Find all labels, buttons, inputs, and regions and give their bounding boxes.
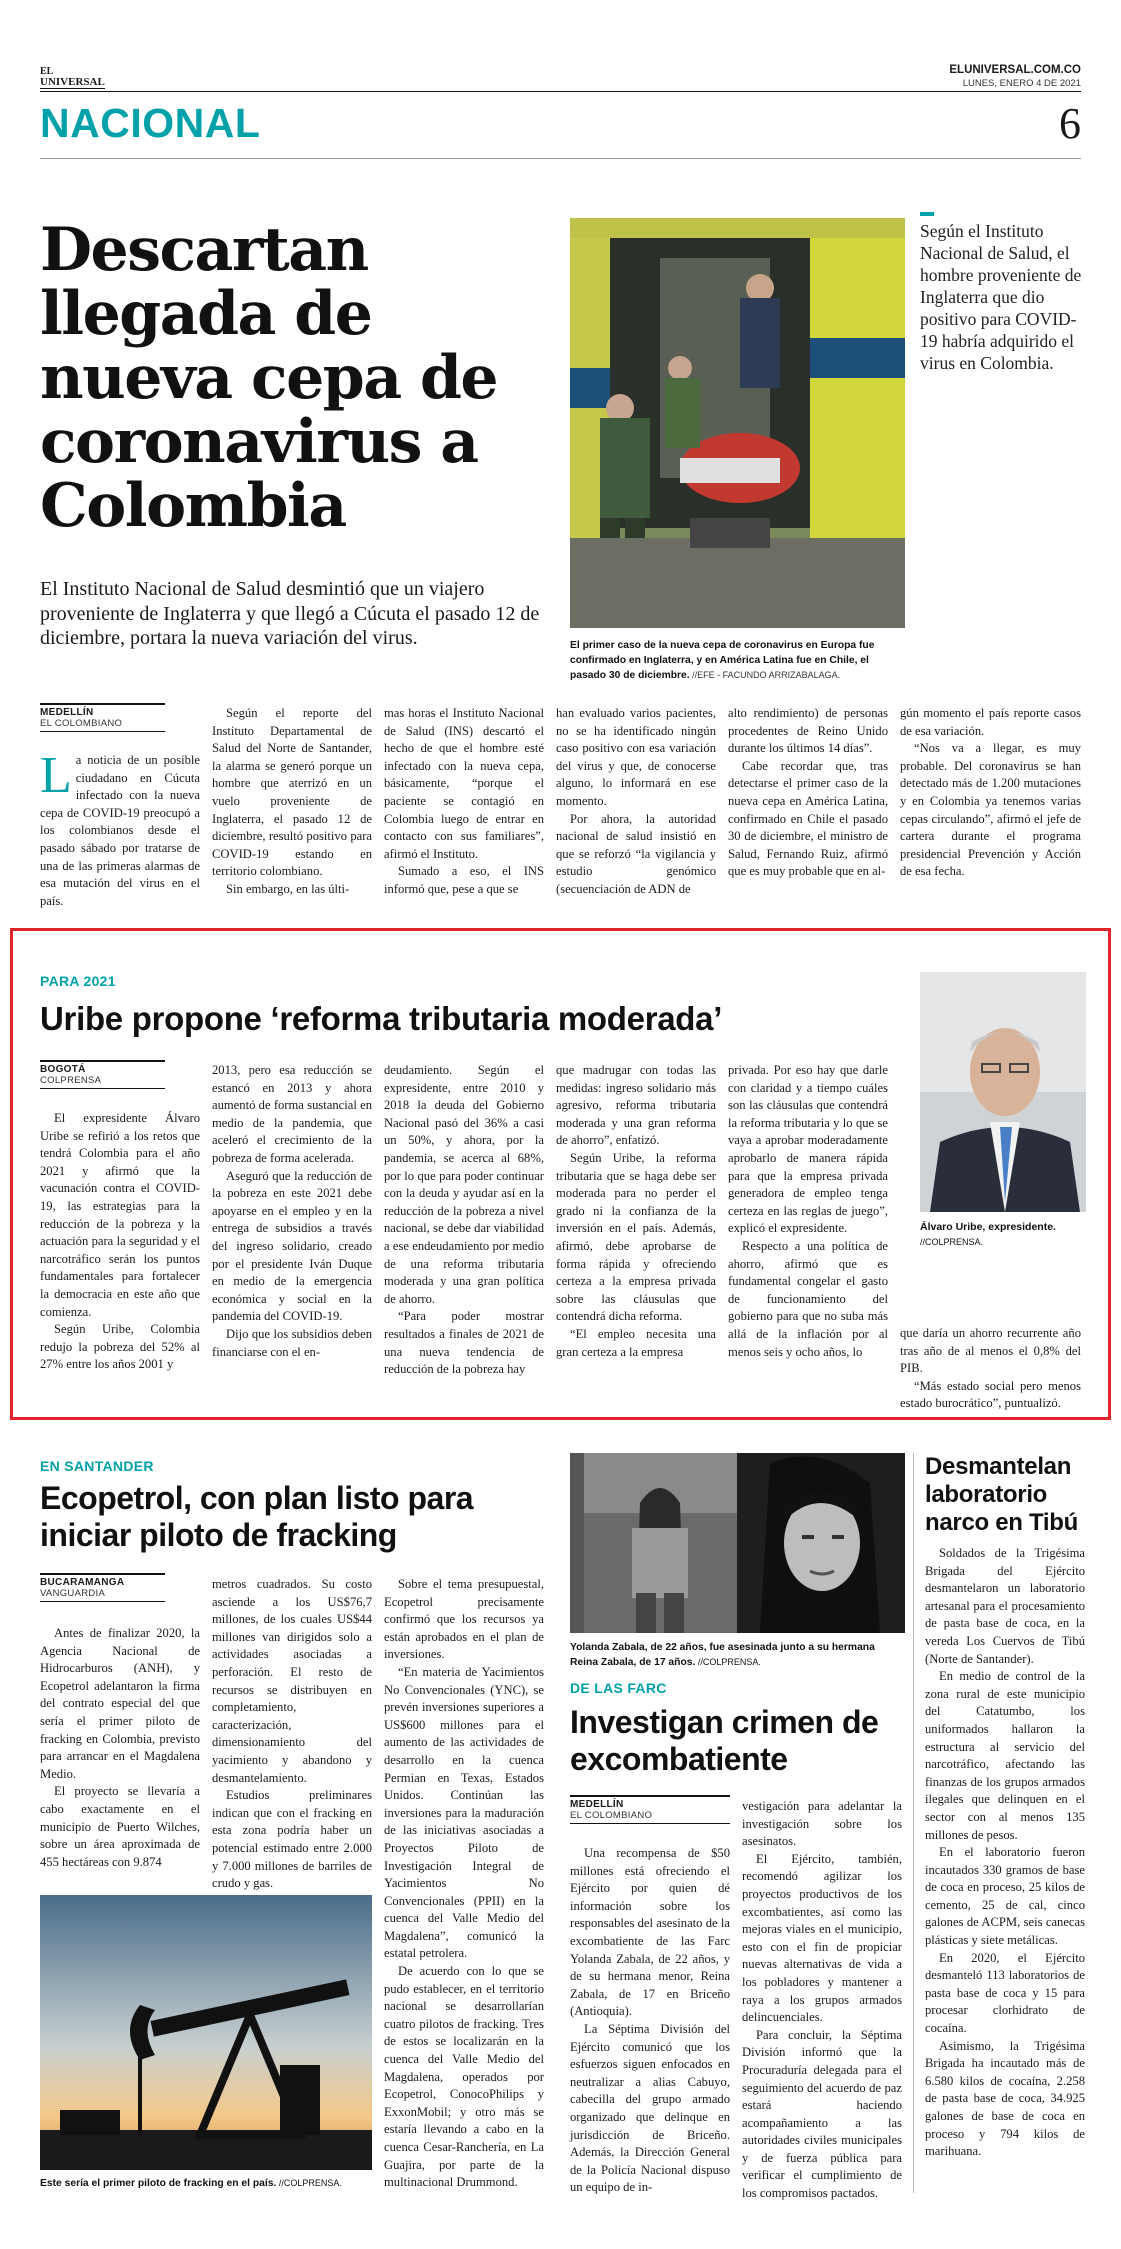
ecopetrol-byline-source: VANGUARDIA: [40, 1588, 106, 1599]
pumpjack-illustration: [40, 1895, 372, 2170]
tibu-body: [925, 1545, 1085, 2161]
ecopetrol-col-2: [212, 1576, 372, 1893]
logo-line2: UNIVERSAL: [40, 76, 105, 88]
uribe-photo: [920, 972, 1086, 1212]
main-col-1-para: [40, 747, 200, 910]
tibu-para-5: Asimismo, la Trigésima Brigada ha incautado más de 6.580 kilos de cocaína, 2.258 de pasta base de coca, 34.925 galones de base de coca en proceso y 794 kilos de marihuana.: [925, 2038, 1085, 2159]
ecopetrol-headline: Ecopetrol, con plan listo para iniciar piloto de fracking: [40, 1480, 474, 1553]
tibu-para-1: Soldados de la Trigésima Brigada del Ejército desmantelaron un laboratorio artesanal para el procesamiento de pasta base de coca, en la vereda Los Cuervos de Tibú (Norte de Santander).: [925, 1546, 1085, 1666]
uribe-col-4-para-b: Según Uribe, la reforma tributaria que se haga debe ser moderada para no perder el grado ni la confianza de la inversión en el país. Además, afirmó, debe aprobarse de forma rápida y ofreciendo certeza a la empresa privada sobre las cláusulas que contendrá dicha reforma.: [556, 1150, 716, 1324]
fracking-caption-text: Este sería el primer piloto de fracking en el país.: [40, 2178, 277, 2189]
main-byline: [40, 703, 165, 732]
ecopetrol-col-2-para-b: Estudios preliminares indican que con el fracking en esta zona podría haber un potencial estimado entre 2.000 y 7.000 millones de barriles de crudo y gas.: [212, 1788, 372, 1891]
ecopetrol-col-3-para: Sobre el tema presupuestal, Ecopetrol precisamente confirmó que los recursos ya están aprobados en el plan de inversiones.: [384, 1577, 544, 1662]
ambulance-photo-credit: //EFE - FACUNDO ARRIZABALAGA.: [689, 670, 841, 680]
main-col-1: [40, 747, 200, 910]
farc-col-2-para-b: El Ejército, también, recomendó agilizar los proyectos productivos de los excombatientes, así como las mejoras viales en el municipio, esto con el fin de propiciar nuevas alternativas de vida a los pobladores y mantener a raya a los grupos armados delincuenciales.: [742, 1851, 902, 2025]
ambulance-caption-text: El primer caso de la nueva cepa de coronavirus en Europa fue confirmado en Inglaterra, y en América Latina fue en Chile, el pasado 30 de diciembre.: [570, 640, 875, 681]
farc-col-1-para-b: La Séptima División del Ejército comunicó que los esfuerzos siguen enfocados en neutralizar a alias Cabuyo, cabecilla del grupo armado organizado que delinque en jurisdicción de Briceño. Además, la Dirección General de la Policía Nacional dispuso un equipo de in-: [570, 2021, 730, 2195]
farc-col-1-para: Una recompensa de $50 millones está ofreciendo el Ejército por quien dé información sobre los responsables del asesinato de la excombatiente de las Farc Yolanda Zabala, de 22 años, y de su hermana menor, Reina Zabala, de 17 en Briceño (Antioquia).: [570, 1846, 730, 2019]
uribe-headline: Uribe propone ‘reforma tributaria moderada’: [40, 1000, 723, 1037]
uribe-col-2-para-c: Dijo que los subsidios deben financiarse con el en-: [212, 1326, 372, 1359]
uribe-col-5: [728, 1062, 888, 1361]
uribe-col-2-para-b: Aseguró que la reducción de la pobreza en este 2021 debe apoyarse en el empleo y en la entrega de subsidios a través del ingreso solidario, creado por el presidente Iván Duque en medio de la emergencia económica y social en la pandemia del COVID-19.: [212, 1168, 372, 1324]
ecopetrol-col-1: [40, 1625, 200, 1871]
tibu-para-2: En medio de control de la zona rural de este municipio del Catatumbo, los uniformados hallaron la estructura al servicio del narcotráfico, afectando las finanzas de los grupos armados ilegales que delinquen en el sector con al menos 135 millones de pesos.: [925, 1669, 1085, 1842]
tibu-para-4: En 2020, el Ejército desmanteló 113 laboratorios de pasta base de coca y 15 para procesar clorhidrato de cocaína.: [925, 1950, 1085, 2036]
uribe-col-6-para-b: “Más estado social pero menos estado burocrático”, puntualizó.: [900, 1378, 1081, 1411]
masthead: [40, 62, 1081, 152]
uribe-photo-caption-text: Álvaro Uribe, expresidente.: [920, 1221, 1056, 1233]
ecopetrol-kicker: EN SANTANDER: [40, 1458, 154, 1474]
uribe-col-3-para: deudamiento. Según el expresidente, entre 2010 y 2018 la deuda del Gobierno Nacional pasó del 36% a casi un 50%, y ahora, por la pandemia, se acerca al 68%, por lo que para poder continuar con la deuda y ayudar así en la reducción de la pobreza a nivel nacional, se debe dar viabilidad a ese endeudamiento por medio de una reforma tributaria moderada y una gran política de ahorro.: [384, 1063, 544, 1306]
uribe-col-3-para-b: “Para poder mostrar resultados a finales de 2021 de una nueva tendencia de reducción de la pobreza hay: [384, 1309, 544, 1377]
ambulance-caption: [570, 638, 905, 683]
ecopetrol-byline: [40, 1573, 165, 1602]
uribe-byline: [40, 1060, 165, 1089]
pullquote-bar: [920, 212, 934, 216]
ecopetrol-col-2-para: metros cuadrados. Su costo asciende a los US$76,7 millones, de los cuales US$44 millones van dirigidos solo a actividades asociadas a perforación. El resto de recursos se distribuyen en completamiento, caracterización, dimensionamiento del yacimiento y abandono y desmantelamiento.: [212, 1577, 372, 1785]
fracking-photo-credit: //COLPRENSA.: [276, 2178, 342, 2188]
main-headline: Descartan llegada de nueva cepa de coronavirus a Colombia: [40, 215, 498, 541]
masthead-rule: [40, 91, 1081, 92]
page-number: 6: [1059, 99, 1081, 148]
uribe-byline-source: COLPRENSA: [40, 1075, 102, 1086]
sisters-photo: [570, 1453, 905, 1633]
sisters-caption-text: Yolanda Zabala, de 22 años, fue asesinada junto a su hermana Reina Zabala, de 17 años.: [570, 1642, 875, 1668]
ecopetrol-col-3-para-b: “En materia de Yacimientos No Convencionales (YNC), se prevén inversiones superiores a US$600 millones para el aumento de las actividades de desarrollo en la cuenca Permian en Texas, Estados Unidos. Continúan las inversiones para la maduración de las iniciativas asociadas a Proyectos Piloto de Investigación Integral de Yacimientos No Convencionales (PPII) en la cuenca del Valle Medio del Magdalena”, comunicó la estatal petrolera.: [384, 1664, 544, 1961]
logo-line1: EL: [40, 66, 54, 77]
uribe-col-4-para-c: “El empleo necesita una gran certeza a la empresa: [556, 1326, 716, 1359]
main-col-6-para: gún momento el país reporte casos de esa variación.: [900, 706, 1081, 738]
uribe-col-4: [556, 1062, 716, 1361]
section-title: NACIONAL: [40, 100, 261, 146]
main-col-2: [212, 705, 372, 899]
uribe-byline-city: BOGOTÁ: [40, 1064, 86, 1075]
sisters-caption: [570, 1640, 905, 1670]
sisters-illustration: [570, 1453, 905, 1633]
ecopetrol-col-3: [384, 1576, 544, 2192]
farc-byline-city: MEDELLÍN: [570, 1799, 624, 1810]
uribe-col-4-para: que madrugar con todas las medidas: ingreso solidario más agresivo, reforma tributaria moderada y una gran reforma de ahorro”, enfatizó.: [556, 1063, 716, 1148]
uribe-col-1-para: El expresidente Álvaro Uribe se refirió a los retos que tendrá Colombia para el año 2021 y afirmó que la vacunación contra el COVID-19, las estrategias para la reducción de la pobreza y la actuación para la seguridad y el narcotráfico serán los puntos fundamentales para fortalecer la democracia en este año que comienza.: [40, 1111, 200, 1319]
main-col-4-para-b: Por ahora, la autoridad nacional de salud insistió en que se reforzó “la vigilancia y estudio genómico (secuenciación de ADN de: [556, 811, 716, 896]
section-rule: [40, 158, 1081, 159]
ambulance-illustration: [570, 218, 905, 628]
uribe-col-2: [212, 1062, 372, 1361]
ambulance-photo: [570, 218, 905, 628]
main-col-2-para: Según el reporte del Instituto Departamental de Salud del Norte de Santander, la alarma se generó porque un hombre que aterrizó en un vuelo proveniente de Inglaterra, el pasado 12 de diciembre, resultó positivo para COVID-19 estando en territorio colombiano.: [212, 706, 372, 879]
uribe-col-1-para-b: Según Uribe, Colombia redujo la pobreza del 52% al 27% entre los años 2001 y: [40, 1322, 200, 1372]
fracking-photo: [40, 1895, 372, 2170]
main-col-1-text: a noticia de un posible ciudadano en Cúcuta infectado con la nueva cepa de COVID-19 preocupó a los colombianos desde el pasado sábado por tratarse de una de las primeras alarmas de esa mutación del virus en el país.: [40, 753, 200, 908]
sisters-photo-credit: //COLPRENSA.: [695, 1657, 761, 1667]
ecopetrol-col-1-para: Antes de finalizar 2020, la Agencia Nacional de Hidrocarburos (ANH), y Ecopetrol adelantaron la firma del contrato especial del que sería el primer piloto de fracking en Colombia, previsto para arrancar en el Magdalena Medio.: [40, 1626, 200, 1781]
uribe-kicker: PARA 2021: [40, 973, 116, 989]
uribe-col-3: [384, 1062, 544, 1379]
farc-headline: Investigan crimen de excombatiente: [570, 1704, 879, 1777]
tibu-divider: [913, 1453, 914, 2193]
logo: [40, 66, 105, 89]
main-col-5-para: alto rendimiento) de personas procedentes de Reino Unido durante los últimos 14 días”.: [728, 706, 888, 756]
uribe-col-5-para: privada. Por eso hay que darle con claridad y a tiempo cuáles son las cláusulas que contendrá la reforma tributaria y lo que se vaya a aprobar moderadamente aprobarlo de manera rápida para que la empresa privada generadora de empleo tenga certeza en las reglas de juego”, explicó el expresidente.: [728, 1063, 888, 1236]
main-deck: El Instituto Nacional de Salud desmintió que un viajero proveniente de Inglaterra y que llegó a Cúcuta el pasado 12 de diciembre, portara la nueva variación del virus.: [40, 578, 540, 649]
uribe-col-6: [900, 1325, 1081, 1413]
main-col-2-para-b: Sin embargo, en las últi-: [226, 881, 350, 896]
uribe-col-1: [40, 1110, 200, 1374]
farc-col-2: [742, 1798, 902, 2203]
uribe-portrait: [920, 972, 1086, 1212]
uribe-col-2-para: 2013, pero esa reducción se estancó en 2013 y ahora aumentó de forma sustancial en medio de la pandemia, que aceleró el crecimiento de la pobreza de forma acelerada.: [212, 1063, 372, 1165]
main-col-5: [728, 705, 888, 881]
main-col-4: [556, 705, 716, 899]
farc-byline-source: EL COLOMBIANO: [570, 1810, 653, 1821]
main-col-3-para-b: Sumado a eso, el INS informó que, pese a que se: [384, 864, 544, 896]
main-col-6: [900, 705, 1081, 881]
main-col-4-para: han evaluado varios pacientes, no se ha identificado ningún caso positivo con esa variación del virus y que, de conocerse alguno, lo informará en ese momento.: [556, 706, 716, 808]
farc-kicker: DE LAS FARC: [570, 1680, 667, 1696]
main-col-3: [384, 705, 544, 899]
main-col-3-para: mas horas el Instituto Nacional de Salud (INS) descartó el hecho de que el hombre esté infectado con la nueva cepa, básicamente, “porque el paciente se contagió en Colombia luego de entrar en contacto con sus familiares”, afirmó el Instituto.: [384, 706, 544, 861]
fracking-caption: [40, 2176, 372, 2191]
farc-col-2-para: vestigación para adelantar la investigación sobre los asesinatos.: [742, 1799, 902, 1849]
ecopetrol-col-3-para-c: De acuerdo con lo que se pudo establecer, en el territorio nacional se desarrollarían cuatro pilotos de fracking. Tres de estos se localizarán en la cuenca del Valle Medio del Magdalena, operados por Ecopetrol, ConocoPhilips y ExxonMobil; y otro más se estaría llevando a cabo en la cuenca Cesar-Ranchería, en La Guajira, por parte de la multinacional Drummond.: [384, 1964, 544, 2190]
site-url: ELUNIVERSAL.COM.CO: [949, 64, 1081, 76]
main-col-6-para-b: “Nos va a llegar, es muy probable. Del coronavirus se han detectado más de 1.200 mutaciones y en Colombia ya tenemos varias cepas circulando”, afirmó el jefe de cartera durante el programa presidencial Prevención y Acción de esa fecha.: [900, 741, 1081, 879]
tibu-para-3: En el laboratorio fueron incautados 330 gramos de base de coca en proceso, 25 kilos de cemento, 25 de cal, cinco galones de ACPM, seis canecas plásticas y siete metálicas.: [925, 1845, 1085, 1948]
uribe-col-5-para-b: Respecto a una política de ahorro, afirmó que es fundamental congelar el gasto de funcionamiento del gobierno para que no suba más allá de la inflación por al menos seis y ocho años, lo: [728, 1238, 888, 1359]
uribe-col-6-para: que daría un ahorro recurrente año tras año de al menos el 0,8% del PIB.: [900, 1326, 1081, 1376]
main-pullquote: Según el Instituto Nacional de Salud, el hombre proveniente de Inglaterra que dio positivo para COVID-19 habría adquirido el virus en Colombia.: [920, 221, 1082, 373]
farc-col-1: [570, 1845, 730, 2197]
tibu-headline: Desmantelan laboratorio narco en Tibú: [925, 1453, 1079, 1536]
ecopetrol-byline-city: BUCARAMANGA: [40, 1577, 125, 1588]
main-byline-source: EL COLOMBIANO: [40, 718, 123, 729]
farc-col-2-para-c: Para concluir, la Séptima División informó que la Procuraduría delegada para el seguimiento del acuerdo de paz estará haciendo acompañamiento a las autoridades civiles municipales y de fuerza pública para verificar el cumplimiento de los compromisos pactados.: [742, 2027, 902, 2201]
ecopetrol-col-1-para-b: El proyecto se llevaría a cabo exactamente en el municipio de Puerto Wilches, sobre un área aproximada de 455 hectáreas con 9.874: [40, 1784, 200, 1869]
main-byline-city: MEDELLÍN: [40, 707, 94, 718]
issue-date: LUNES, ENERO 4 DE 2021: [962, 78, 1081, 89]
main-col-5-para-b: Cabe recordar que, tras detectarse el primer caso de la nueva cepa en América Latina, confirmado en Chile el pasado 30 de diciembre, el ministro de Salud, Fernando Ruiz, afirmó que es muy probable que en al-: [728, 758, 888, 879]
uribe-photo-caption: [920, 1220, 1086, 1250]
dropcap: L: [40, 747, 72, 804]
uribe-photo-credit: //COLPRENSA.: [920, 1237, 984, 1247]
farc-byline: [570, 1795, 730, 1824]
